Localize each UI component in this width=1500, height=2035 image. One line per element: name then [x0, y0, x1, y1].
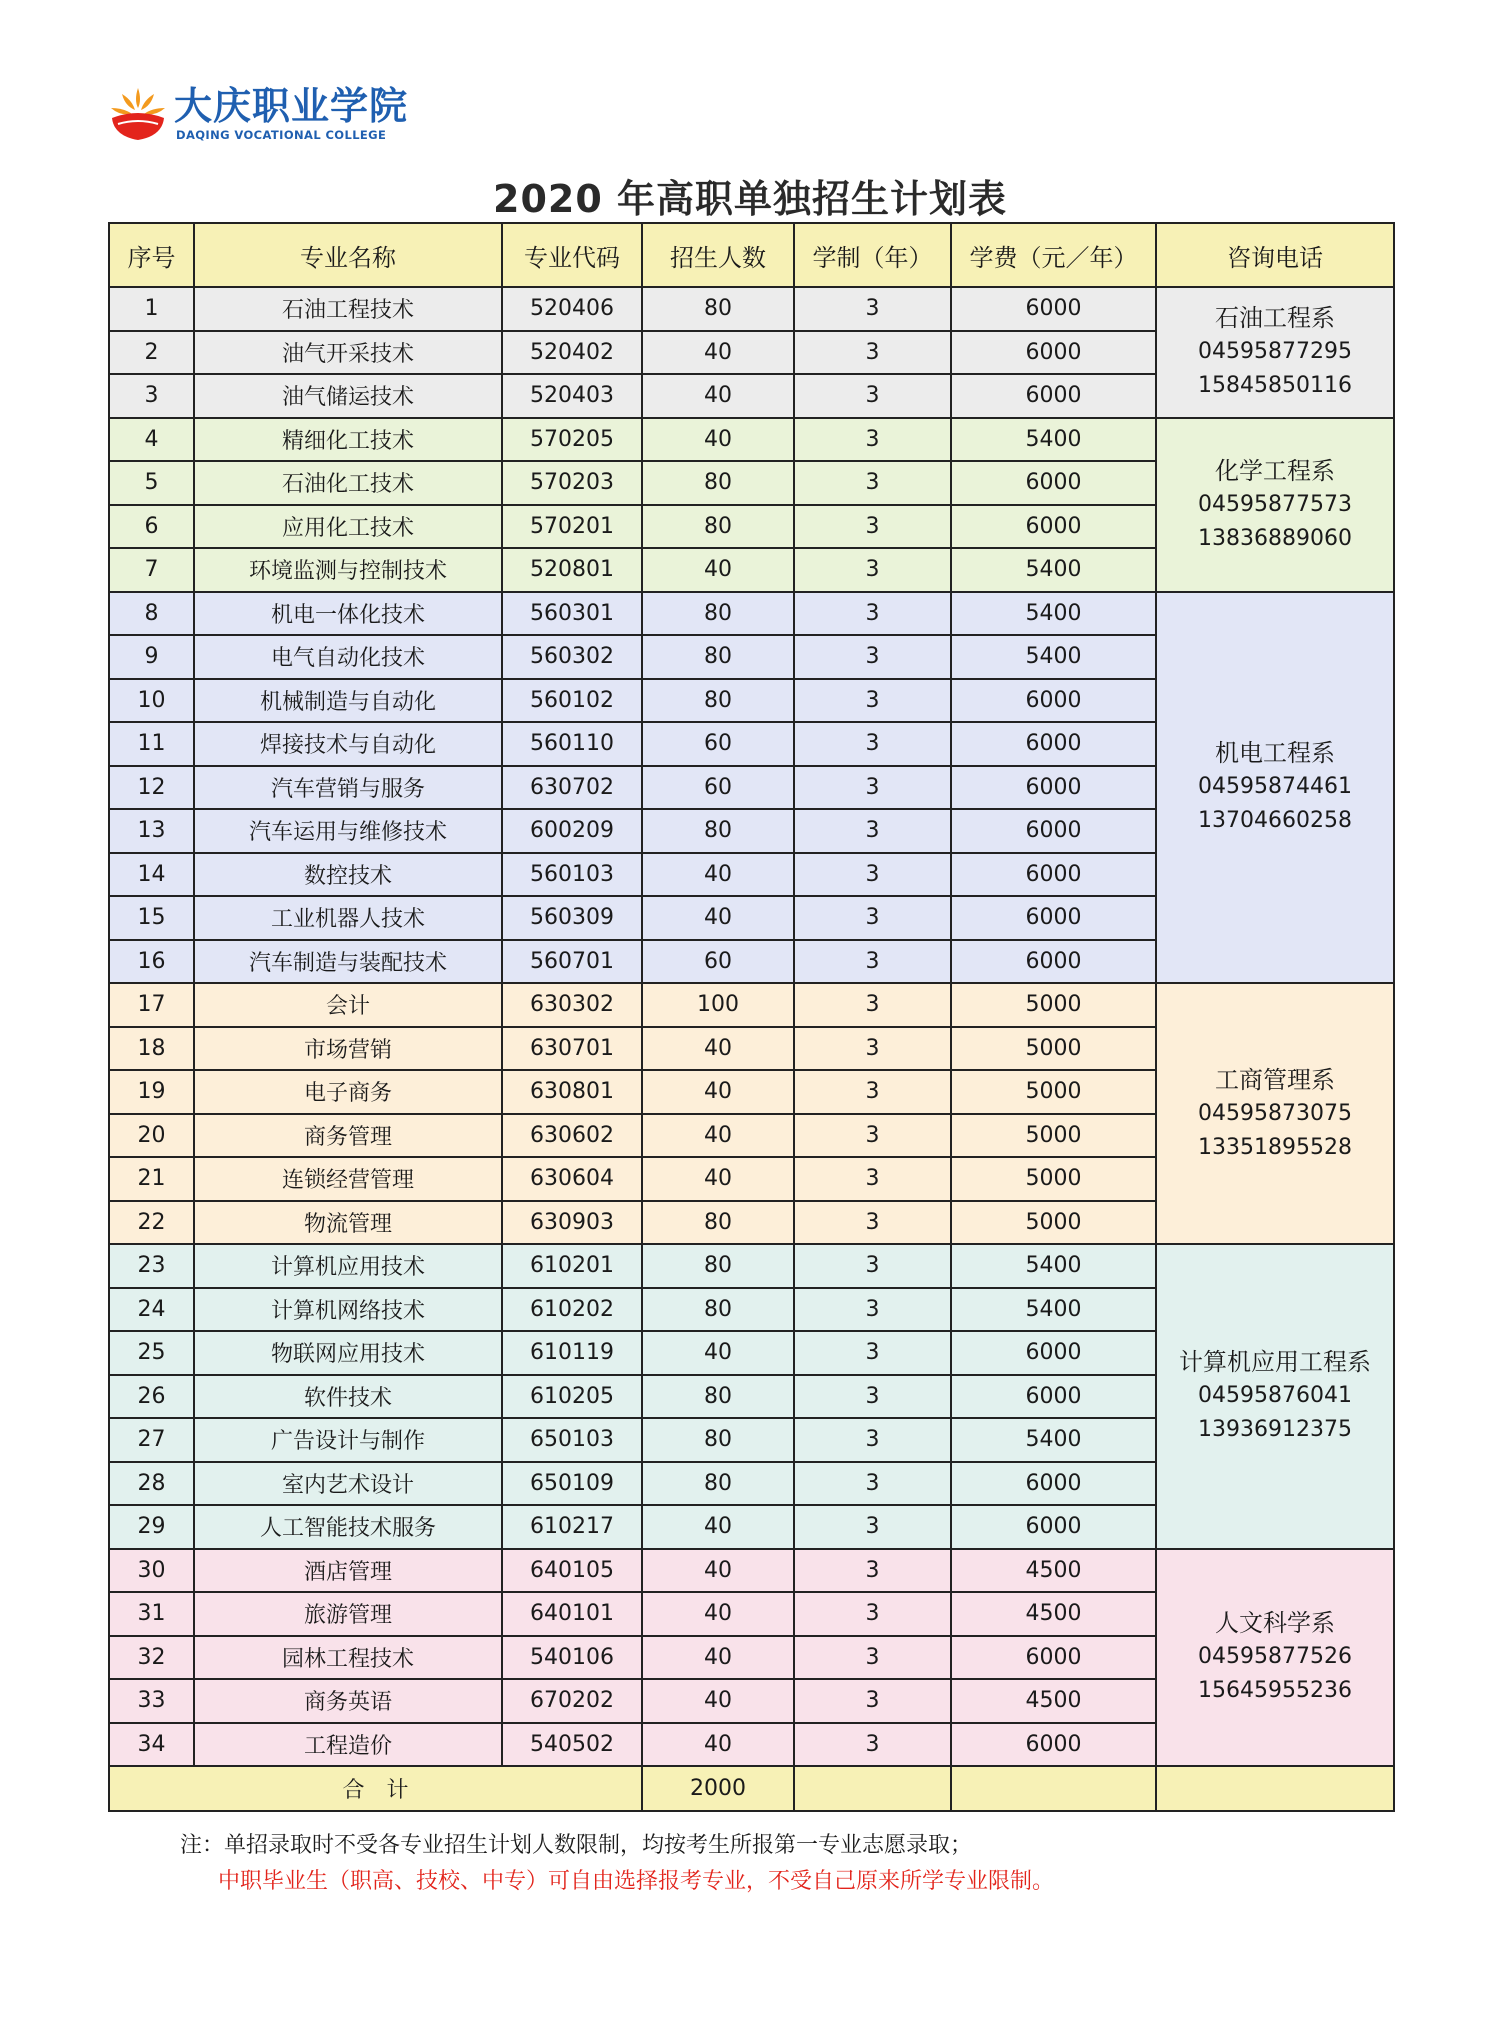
- cell-major-code: 560301: [502, 592, 642, 636]
- cell-major-code: 630302: [502, 983, 642, 1027]
- cell-years: 3: [794, 592, 951, 636]
- cell-fee: 6000: [951, 679, 1156, 723]
- cell-major-code: 630602: [502, 1114, 642, 1158]
- cell-major-code: 640105: [502, 1549, 642, 1593]
- cell-years: 3: [794, 548, 951, 592]
- cell-major-name: 汽车营销与服务: [194, 766, 502, 810]
- cell-major-code: 560302: [502, 635, 642, 679]
- table-header-row: [109, 223, 1394, 287]
- department-contact: [1156, 592, 1394, 984]
- table-body: [109, 287, 1394, 1811]
- cell-no: 27: [109, 1418, 194, 1462]
- cell-no: 20: [109, 1114, 194, 1158]
- cell-no: 21: [109, 1157, 194, 1201]
- cell-major-name: 园林工程技术: [194, 1636, 502, 1680]
- cell-enroll-count: 40: [642, 548, 794, 592]
- cell-major-name: 软件技术: [194, 1375, 502, 1419]
- cell-enroll-count: 40: [642, 896, 794, 940]
- department-phone: 04595877526: [1198, 1644, 1352, 1670]
- cell-years: 3: [794, 374, 951, 418]
- cell-enroll-count: 40: [642, 1114, 794, 1158]
- cell-fee: 6000: [951, 1505, 1156, 1549]
- cell-no: 12: [109, 766, 194, 810]
- cell-fee: 5400: [951, 1418, 1156, 1462]
- cell-no: 6: [109, 505, 194, 549]
- department-contact: [1156, 418, 1394, 592]
- cell-major-name: 酒店管理: [194, 1549, 502, 1593]
- department-name: 机电工程系: [1215, 739, 1335, 768]
- cell-years: 3: [794, 1375, 951, 1419]
- cell-enroll-count: 60: [642, 722, 794, 766]
- department-phone: 04595877573: [1198, 491, 1352, 517]
- cell-years: 3: [794, 1549, 951, 1593]
- cell-no: 16: [109, 940, 194, 984]
- cell-enroll-count: 40: [642, 1331, 794, 1375]
- cell-major-name: 连锁经营管理: [194, 1157, 502, 1201]
- cell-enroll-count: 80: [642, 505, 794, 549]
- cell-enroll-count: 40: [642, 1636, 794, 1680]
- cell-enroll-count: 80: [642, 287, 794, 331]
- cell-major-name: 计算机应用技术: [194, 1244, 502, 1288]
- cell-years: 3: [794, 1679, 951, 1723]
- college-name-cn: 大庆职业学院: [174, 84, 409, 128]
- cell-enroll-count: 40: [642, 1679, 794, 1723]
- cell-major-code: 520801: [502, 548, 642, 592]
- cell-major-code: 610205: [502, 1375, 642, 1419]
- cell-major-code: 670202: [502, 1679, 642, 1723]
- total-years-empty: [794, 1766, 951, 1811]
- cell-fee: 5400: [951, 418, 1156, 462]
- cell-years: 3: [794, 1723, 951, 1767]
- cell-major-name: 精细化工技术: [194, 418, 502, 462]
- cell-major-code: 630701: [502, 1027, 642, 1071]
- cell-enroll-count: 80: [642, 1244, 794, 1288]
- department-contact: [1156, 1549, 1394, 1767]
- cell-enroll-count: 60: [642, 940, 794, 984]
- cell-enroll-count: 80: [642, 679, 794, 723]
- cell-major-name: 商务英语: [194, 1679, 502, 1723]
- cell-major-code: 640101: [502, 1592, 642, 1636]
- cell-fee: 6000: [951, 940, 1156, 984]
- note-line-1: 注：单招录取时不受各专业招生计划人数限制，均按考生所报第一专业志愿录取；: [180, 1833, 973, 1858]
- total-contact-empty: [1156, 1766, 1394, 1811]
- cell-fee: 6000: [951, 896, 1156, 940]
- cell-years: 3: [794, 1592, 951, 1636]
- cell-enroll-count: 40: [642, 1723, 794, 1767]
- department-phone: 13936912375: [1198, 1417, 1352, 1443]
- cell-enroll-count: 40: [642, 1070, 794, 1114]
- cell-no: 2: [109, 331, 194, 375]
- cell-no: 32: [109, 1636, 194, 1680]
- cell-years: 3: [794, 331, 951, 375]
- cell-no: 4: [109, 418, 194, 462]
- column-header-code: 专业代码: [502, 223, 642, 287]
- cell-fee: 5000: [951, 1027, 1156, 1071]
- cell-major-code: 630903: [502, 1201, 642, 1245]
- cell-no: 17: [109, 983, 194, 1027]
- cell-major-name: 电气自动化技术: [194, 635, 502, 679]
- notes: [180, 1828, 1054, 1900]
- cell-enroll-count: 80: [642, 1288, 794, 1332]
- cell-no: 22: [109, 1201, 194, 1245]
- cell-fee: 4500: [951, 1592, 1156, 1636]
- cell-enroll-count: 40: [642, 1592, 794, 1636]
- cell-enroll-count: 40: [642, 418, 794, 462]
- cell-major-code: 630702: [502, 766, 642, 810]
- cell-no: 14: [109, 853, 194, 897]
- cell-major-name: 人工智能技术服务: [194, 1505, 502, 1549]
- cell-years: 3: [794, 1636, 951, 1680]
- table-row: [109, 592, 1394, 636]
- cell-enroll-count: 40: [642, 1505, 794, 1549]
- cell-major-code: 520406: [502, 287, 642, 331]
- cell-enroll-count: 80: [642, 809, 794, 853]
- cell-major-name: 数控技术: [194, 853, 502, 897]
- department-name: 化学工程系: [1215, 456, 1335, 485]
- cell-years: 3: [794, 1027, 951, 1071]
- cell-no: 1: [109, 287, 194, 331]
- cell-years: 3: [794, 679, 951, 723]
- cell-major-name: 商务管理: [194, 1114, 502, 1158]
- cell-enroll-count: 80: [642, 461, 794, 505]
- cell-major-code: 560701: [502, 940, 642, 984]
- cell-years: 3: [794, 1288, 951, 1332]
- cell-major-code: 560309: [502, 896, 642, 940]
- cell-major-code: 560103: [502, 853, 642, 897]
- college-logo: [108, 84, 428, 146]
- cell-major-name: 室内艺术设计: [194, 1462, 502, 1506]
- cell-no: 26: [109, 1375, 194, 1419]
- cell-major-name: 油气开采技术: [194, 331, 502, 375]
- cell-fee: 5400: [951, 635, 1156, 679]
- cell-enroll-count: 40: [642, 374, 794, 418]
- cell-fee: 6000: [951, 505, 1156, 549]
- department-name: 石油工程系: [1215, 304, 1335, 333]
- cell-years: 3: [794, 1462, 951, 1506]
- cell-major-code: 560102: [502, 679, 642, 723]
- column-header-no: 序号: [109, 223, 194, 287]
- department-name: 工商管理系: [1215, 1065, 1335, 1094]
- cell-major-code: 570201: [502, 505, 642, 549]
- cell-no: 15: [109, 896, 194, 940]
- cell-fee: 5000: [951, 1070, 1156, 1114]
- cell-major-name: 环境监测与控制技术: [194, 548, 502, 592]
- cell-years: 3: [794, 766, 951, 810]
- cell-years: 3: [794, 809, 951, 853]
- cell-no: 5: [109, 461, 194, 505]
- cell-fee: 6000: [951, 1331, 1156, 1375]
- cell-enroll-count: 80: [642, 635, 794, 679]
- cell-years: 3: [794, 1201, 951, 1245]
- cell-fee: 6000: [951, 1636, 1156, 1680]
- cell-major-name: 电子商务: [194, 1070, 502, 1114]
- cell-major-code: 630604: [502, 1157, 642, 1201]
- cell-years: 3: [794, 853, 951, 897]
- cell-major-code: 600209: [502, 809, 642, 853]
- cell-years: 3: [794, 722, 951, 766]
- cell-years: 3: [794, 635, 951, 679]
- cell-major-name: 汽车制造与装配技术: [194, 940, 502, 984]
- sunrise-logo-icon: [108, 84, 168, 142]
- cell-no: 28: [109, 1462, 194, 1506]
- cell-years: 3: [794, 1418, 951, 1462]
- total-fee-empty: [951, 1766, 1156, 1811]
- cell-major-name: 物流管理: [194, 1201, 502, 1245]
- cell-major-code: 630801: [502, 1070, 642, 1114]
- cell-no: 10: [109, 679, 194, 723]
- cell-no: 30: [109, 1549, 194, 1593]
- table-row: [109, 418, 1394, 462]
- cell-major-name: 旅游管理: [194, 1592, 502, 1636]
- cell-major-name: 石油化工技术: [194, 461, 502, 505]
- cell-years: 3: [794, 1070, 951, 1114]
- cell-major-name: 物联网应用技术: [194, 1331, 502, 1375]
- column-header-name: 专业名称: [194, 223, 502, 287]
- cell-no: 8: [109, 592, 194, 636]
- cell-fee: 6000: [951, 722, 1156, 766]
- cell-major-code: 520403: [502, 374, 642, 418]
- cell-enroll-count: 80: [642, 1201, 794, 1245]
- cell-enroll-count: 40: [642, 1549, 794, 1593]
- column-header-count: 招生人数: [642, 223, 794, 287]
- column-header-contact: 咨询电话: [1156, 223, 1394, 287]
- cell-enroll-count: 40: [642, 331, 794, 375]
- cell-years: 3: [794, 287, 951, 331]
- cell-years: 3: [794, 461, 951, 505]
- cell-major-name: 焊接技术与自动化: [194, 722, 502, 766]
- cell-major-name: 会计: [194, 983, 502, 1027]
- cell-enroll-count: 80: [642, 1375, 794, 1419]
- cell-major-code: 570205: [502, 418, 642, 462]
- column-header-years: 学制（年）: [794, 223, 951, 287]
- cell-years: 3: [794, 1505, 951, 1549]
- table-row: [109, 287, 1394, 331]
- cell-no: 7: [109, 548, 194, 592]
- cell-major-code: 560110: [502, 722, 642, 766]
- cell-fee: 5000: [951, 1201, 1156, 1245]
- department-phone: 04595876041: [1198, 1383, 1352, 1409]
- cell-no: 25: [109, 1331, 194, 1375]
- cell-fee: 4500: [951, 1549, 1156, 1593]
- table-row: [109, 983, 1394, 1027]
- cell-years: 3: [794, 418, 951, 462]
- cell-fee: 6000: [951, 1462, 1156, 1506]
- cell-major-name: 汽车运用与维修技术: [194, 809, 502, 853]
- total-count: 2000: [642, 1766, 794, 1811]
- cell-major-name: 石油工程技术: [194, 287, 502, 331]
- cell-no: 11: [109, 722, 194, 766]
- cell-major-name: 工业机器人技术: [194, 896, 502, 940]
- cell-fee: 5400: [951, 1244, 1156, 1288]
- cell-fee: 5000: [951, 1157, 1156, 1201]
- total-label: 合 计: [109, 1766, 642, 1811]
- cell-fee: 6000: [951, 1375, 1156, 1419]
- cell-major-code: 610201: [502, 1244, 642, 1288]
- cell-major-code: 570203: [502, 461, 642, 505]
- department-phone: 15845850116: [1198, 373, 1352, 399]
- cell-no: 29: [109, 1505, 194, 1549]
- cell-enroll-count: 80: [642, 1462, 794, 1506]
- cell-major-code: 650103: [502, 1418, 642, 1462]
- cell-no: 9: [109, 635, 194, 679]
- college-name-en: DAQING VOCATIONAL COLLEGE: [176, 128, 387, 142]
- cell-no: 31: [109, 1592, 194, 1636]
- cell-fee: 6000: [951, 331, 1156, 375]
- department-phone: 04595877295: [1198, 339, 1352, 365]
- cell-years: 3: [794, 1157, 951, 1201]
- cell-major-code: 610202: [502, 1288, 642, 1332]
- cell-major-name: 计算机网络技术: [194, 1288, 502, 1332]
- total-row: [109, 1766, 1394, 1811]
- cell-enroll-count: 40: [642, 1027, 794, 1071]
- department-name: 人文科学系: [1215, 1609, 1335, 1638]
- table-row: [109, 1549, 1394, 1593]
- cell-enroll-count: 80: [642, 592, 794, 636]
- cell-fee: 6000: [951, 853, 1156, 897]
- cell-fee: 6000: [951, 374, 1156, 418]
- cell-no: 18: [109, 1027, 194, 1071]
- cell-fee: 5400: [951, 548, 1156, 592]
- cell-fee: 6000: [951, 809, 1156, 853]
- cell-major-code: 610217: [502, 1505, 642, 1549]
- department-phone: 04595873075: [1198, 1100, 1352, 1126]
- cell-fee: 6000: [951, 287, 1156, 331]
- cell-enroll-count: 100: [642, 983, 794, 1027]
- cell-no: 23: [109, 1244, 194, 1288]
- note-line-2: 中职毕业生（职高、技校、中专）可自由选择报考专业，不受自己原来所学专业限制。: [218, 1869, 1055, 1894]
- cell-major-code: 650109: [502, 1462, 642, 1506]
- cell-enroll-count: 40: [642, 853, 794, 897]
- cell-no: 34: [109, 1723, 194, 1767]
- cell-no: 3: [109, 374, 194, 418]
- cell-fee: 6000: [951, 461, 1156, 505]
- cell-fee: 5000: [951, 983, 1156, 1027]
- cell-major-name: 油气储运技术: [194, 374, 502, 418]
- cell-enroll-count: 60: [642, 766, 794, 810]
- cell-no: 24: [109, 1288, 194, 1332]
- enrollment-plan-table: [108, 222, 1395, 1812]
- cell-no: 13: [109, 809, 194, 853]
- cell-major-name: 市场营销: [194, 1027, 502, 1071]
- cell-years: 3: [794, 1244, 951, 1288]
- cell-years: 3: [794, 505, 951, 549]
- department-name: 计算机应用工程系: [1179, 1348, 1371, 1377]
- department-contact: [1156, 287, 1394, 418]
- cell-no: 33: [109, 1679, 194, 1723]
- cell-years: 3: [794, 1331, 951, 1375]
- cell-years: 3: [794, 1114, 951, 1158]
- department-phone: 04595874461: [1198, 774, 1352, 800]
- cell-years: 3: [794, 983, 951, 1027]
- cell-major-code: 610119: [502, 1331, 642, 1375]
- department-phone: 15645955236: [1198, 1678, 1352, 1704]
- cell-fee: 5400: [951, 1288, 1156, 1332]
- department-phone: 13351895528: [1198, 1134, 1352, 1160]
- department-contact: [1156, 1244, 1394, 1549]
- cell-no: 19: [109, 1070, 194, 1114]
- cell-years: 3: [794, 896, 951, 940]
- cell-enroll-count: 80: [642, 1418, 794, 1462]
- cell-fee: 6000: [951, 1723, 1156, 1767]
- cell-major-name: 应用化工技术: [194, 505, 502, 549]
- cell-enroll-count: 40: [642, 1157, 794, 1201]
- cell-major-code: 540502: [502, 1723, 642, 1767]
- cell-major-code: 540106: [502, 1636, 642, 1680]
- cell-major-name: 机械制造与自动化: [194, 679, 502, 723]
- department-phone: 13704660258: [1198, 808, 1352, 834]
- cell-fee: 6000: [951, 766, 1156, 810]
- cell-major-name: 机电一体化技术: [194, 592, 502, 636]
- cell-fee: 4500: [951, 1679, 1156, 1723]
- department-phone: 13836889060: [1198, 525, 1352, 551]
- cell-major-name: 广告设计与制作: [194, 1418, 502, 1462]
- cell-major-code: 520402: [502, 331, 642, 375]
- page-title: 2020 年高职单独招生计划表: [493, 177, 1007, 221]
- cell-fee: 5000: [951, 1114, 1156, 1158]
- cell-fee: 5400: [951, 592, 1156, 636]
- cell-major-name: 工程造价: [194, 1723, 502, 1767]
- department-contact: [1156, 983, 1394, 1244]
- column-header-fee: 学费（元／年）: [951, 223, 1156, 287]
- table-row: [109, 1244, 1394, 1288]
- cell-years: 3: [794, 940, 951, 984]
